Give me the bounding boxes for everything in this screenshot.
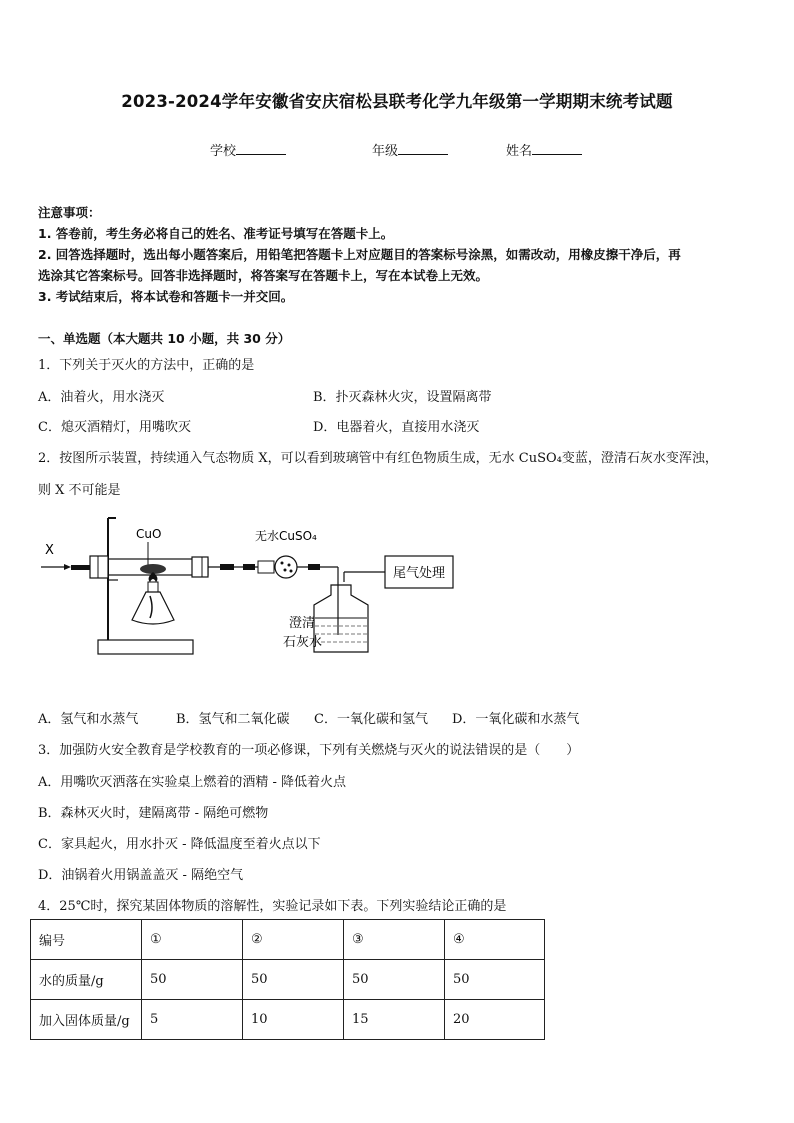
notice-heading: 注意事项：	[38, 205, 101, 220]
page-title: 2023-2024学年安徽省安庆宿松县联考化学九年级第一学期期末统考试题	[121, 92, 673, 111]
table-row	[31, 1000, 545, 1040]
school-label: 学校	[210, 144, 237, 159]
table-cell: 50	[243, 960, 344, 1000]
cuso4-grain	[290, 570, 293, 573]
name-label: 姓名	[506, 144, 533, 159]
table-cell: ②	[243, 920, 344, 960]
q2-option-c: C．一氧化碳和氢气	[314, 712, 428, 727]
question-4-stem: 4．25℃时，探究某固体物质的溶解性，实验记录如下表。下列实验结论正确的是	[38, 899, 507, 914]
q2-option-d: D．一氧化碳和水蒸气	[452, 712, 580, 727]
name-field	[506, 140, 582, 159]
table-cell: 10	[243, 1000, 344, 1040]
solubility-table	[30, 919, 545, 1040]
connector-joint	[308, 564, 320, 570]
connector-joint	[243, 564, 255, 570]
tube-stopper-right	[192, 557, 208, 577]
alcohol-lamp	[132, 592, 174, 624]
grade-field	[372, 140, 448, 159]
grade-blank	[398, 143, 448, 155]
stand-base	[98, 640, 193, 654]
table-row	[31, 960, 545, 1000]
dryer-left-end	[258, 561, 274, 573]
table-cell: 20	[445, 1000, 545, 1040]
q1-option-b: B．扑灭森林火灾，设置隔离带	[313, 390, 492, 405]
cuso4-label: 无水CuSO₄	[255, 529, 317, 543]
question-2-stem: 2．按图所示装置，持续通入气态物质 X，可以看到玻璃管中有红色物质生成，无水 CuSO₄变蓝，澄清石灰水变浑浊，	[38, 451, 718, 466]
table-cell: 水的质量/g	[31, 960, 142, 1000]
cuso4-grain	[281, 562, 284, 565]
grade-label: 年级	[372, 144, 399, 159]
notice-item: 2. 回答选择题时，选出每小题答案后，用铅笔把答题卡上对应题目的答案标号涂黑，如需改动，用橡皮擦干净后，再	[38, 247, 681, 262]
q1-option-a: A．油着火，用水浇灭	[38, 390, 165, 405]
apparatus-figure	[38, 510, 468, 665]
q1-option-c: C．熄灭酒精灯，用嘴吹灭	[38, 420, 191, 435]
q2-option-b: B．氢气和二氧化碳	[176, 712, 290, 727]
lamp-neck	[148, 582, 158, 592]
lime-label-1: 澄清	[289, 616, 316, 631]
school-blank	[236, 143, 286, 155]
inlet-arrowhead	[64, 564, 71, 570]
notice-item: 1. 答卷前，考生务必将自己的姓名、准考证号填写在答题卡上。	[38, 226, 394, 241]
lamp-wick	[150, 596, 152, 618]
table-cell: ③	[344, 920, 445, 960]
table-cell: 50	[445, 960, 545, 1000]
question-2-stem-cont: 则 X 不可能是	[38, 483, 121, 498]
tail-gas-label: 尾气处理	[393, 566, 446, 581]
q1-option-d: D．电器着火，直接用水浇灭	[313, 420, 480, 435]
school-field	[210, 140, 286, 159]
cuso4-bulb	[275, 556, 297, 578]
q3-option-a: A．用嘴吹灭洒落在实验桌上燃着的酒精 - 降低着火点	[38, 775, 347, 790]
table-cell: ①	[142, 920, 243, 960]
table-cell: 50	[344, 960, 445, 1000]
question-3-stem: 3．加强防火安全教育是学校教育的一项必修课，下列有关燃烧与灭火的说法错误的是（ ）	[38, 743, 580, 758]
name-blank	[532, 143, 582, 155]
cuso4-grain	[284, 569, 287, 572]
cuso4-grain	[288, 564, 291, 567]
notice-item: 选涂其它答案标号。回答非选择题时，将答案写在答题卡上，写在本试卷上无效。	[38, 268, 489, 283]
q3-option-d: D．油锅着火用锅盖盖灭 - 隔绝空气	[38, 868, 244, 883]
table-cell: 编号	[31, 920, 142, 960]
lime-label-2: 石灰水	[283, 635, 323, 650]
section-heading: 一、单选题（本大题共 10 小题，共 30 分）	[38, 331, 291, 346]
connector-joint	[220, 564, 234, 570]
table-cell: 5	[142, 1000, 243, 1040]
tube-stopper-left	[90, 556, 108, 578]
cuo-label: CuO	[136, 527, 162, 541]
table-cell: 15	[344, 1000, 445, 1040]
q2-option-a: A．氢气和水蒸气	[38, 712, 139, 727]
table-cell: ④	[445, 920, 545, 960]
notice-item: 3. 考试结束后，将本试卷和答题卡一并交回。	[38, 289, 294, 304]
q3-option-c: C．家具起火，用水扑灭 - 降低温度至着火点以下	[38, 837, 321, 852]
question-1-stem: 1．下列关于灭火的方法中，正确的是	[38, 358, 255, 373]
gas-x-label: X	[45, 543, 54, 558]
table-row	[31, 920, 545, 960]
q3-option-b: B．森林灭火时，建隔离带 - 隔绝可燃物	[38, 806, 269, 821]
table-cell: 加入固体质量/g	[31, 1000, 142, 1040]
table-cell: 50	[142, 960, 243, 1000]
